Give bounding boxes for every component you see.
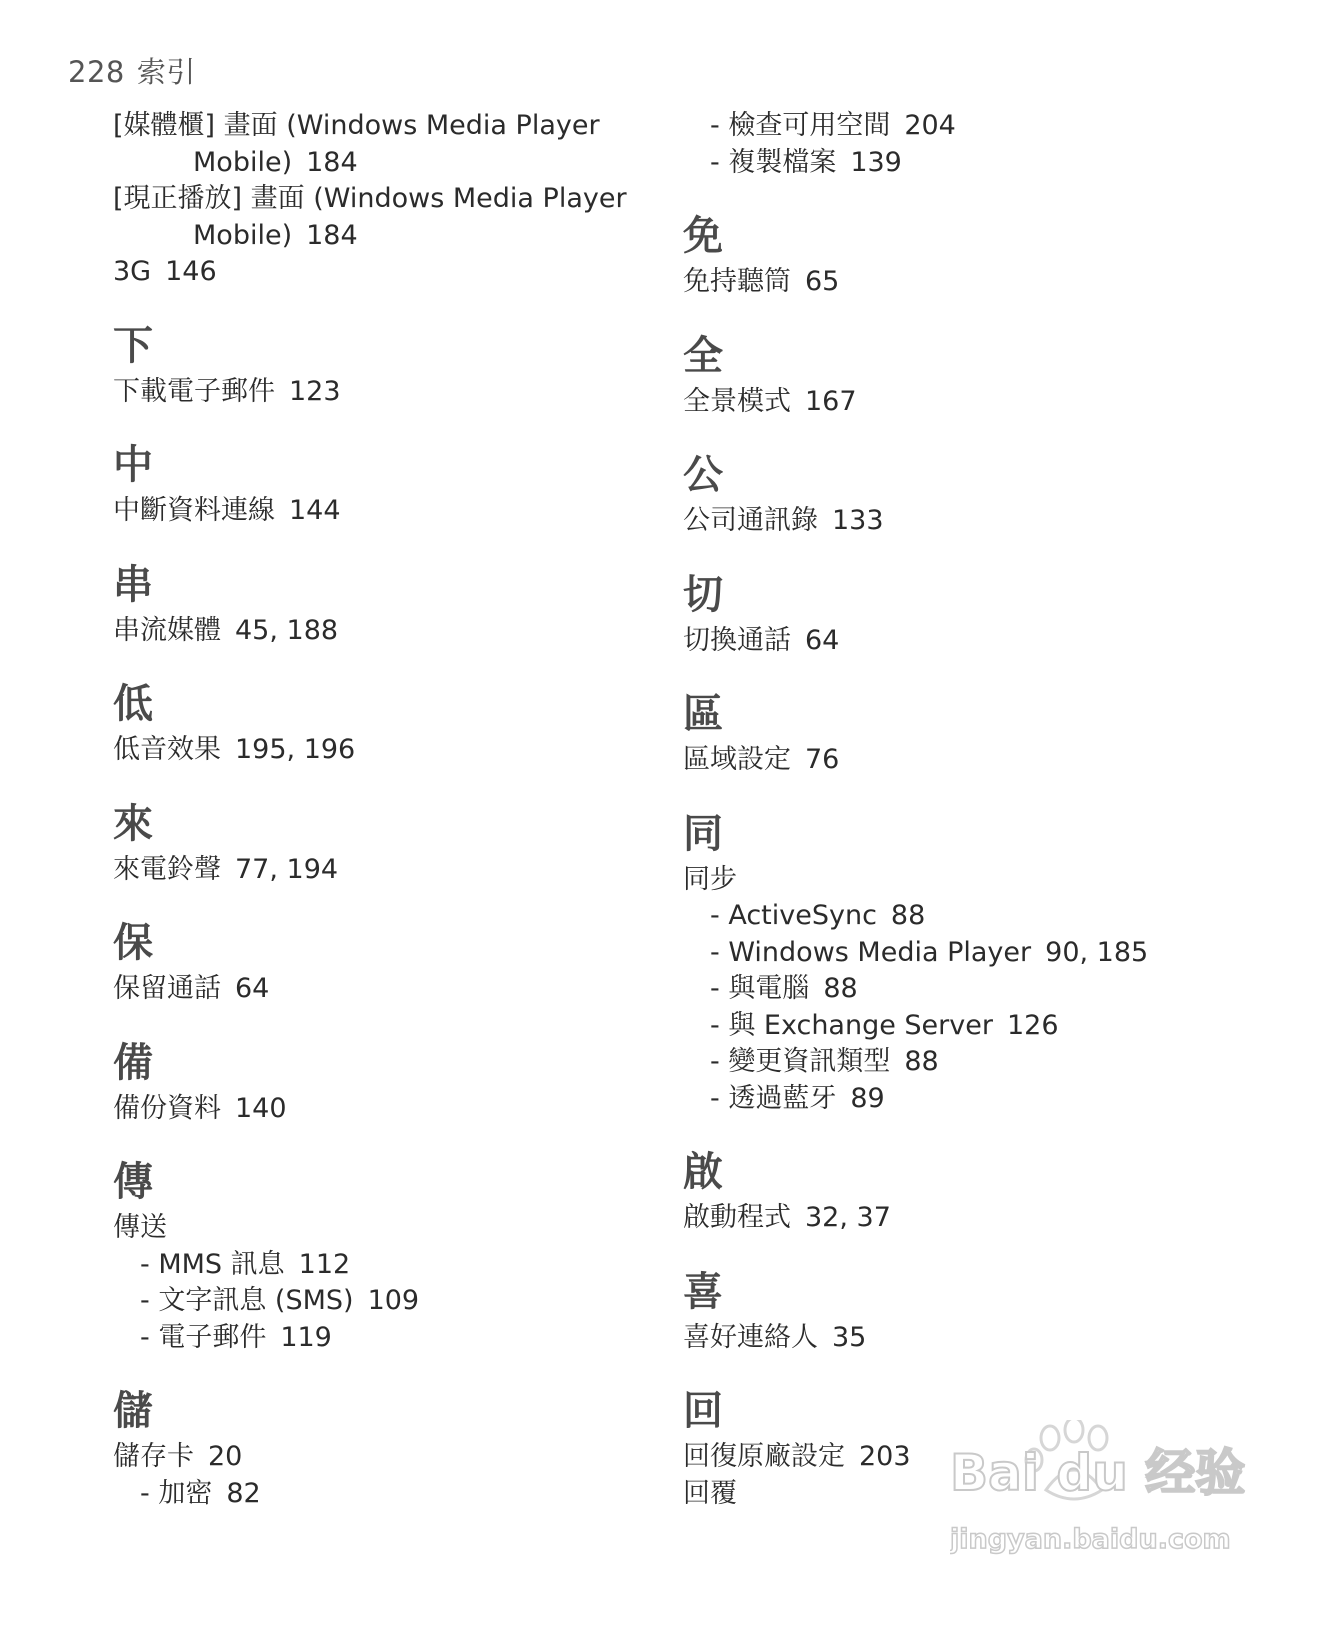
page-reference: 203 xyxy=(859,1441,911,1472)
index-section-heading: 傳 xyxy=(113,1159,153,1205)
index-term: - 文字訊息 (SMS) xyxy=(140,1285,354,1316)
index-term: [現正播放] 畫面 (Windows Media Player xyxy=(113,183,627,214)
watermark-url-text: jingyan.baidu.com xyxy=(950,1524,1231,1555)
page-reference: 77, 194 xyxy=(235,853,339,885)
page-reference: 123 xyxy=(289,375,341,407)
page-reference: 45, 188 xyxy=(235,614,339,646)
index-entry xyxy=(113,145,673,182)
index-section-heading: 公 xyxy=(683,452,723,498)
index-entry xyxy=(113,108,673,145)
index-term: 低音效果 xyxy=(113,734,221,765)
index-section-heading: 來 xyxy=(113,800,153,847)
index-term: Mobile) xyxy=(193,219,293,251)
page-reference: 184 xyxy=(306,219,358,251)
index-section-heading: 區 xyxy=(683,691,723,737)
index-column-left xyxy=(113,108,673,1512)
index-entry xyxy=(113,971,673,1008)
page-reference: 144 xyxy=(289,495,341,526)
index-term: - 加密 xyxy=(140,1477,213,1509)
page-reference: 20 xyxy=(208,1441,243,1472)
watermark-logo-text: Bai du 经验 xyxy=(950,1444,1246,1502)
index-subentry xyxy=(683,145,1303,182)
index-subentry xyxy=(683,108,1303,145)
index-section-heading: 切 xyxy=(683,571,723,618)
page-reference: 88 xyxy=(823,973,858,1004)
index-term: 同步 xyxy=(683,863,737,895)
page-reference: 204 xyxy=(904,110,956,141)
page-reference: 167 xyxy=(805,385,857,417)
index-term: 串流媒體 xyxy=(113,614,221,646)
index-subentry xyxy=(683,935,1303,972)
index-term: - 複製檔案 xyxy=(710,146,837,178)
index-section-heading: 下 xyxy=(113,322,153,369)
index-section-heading: 全 xyxy=(683,332,723,379)
index-entry xyxy=(683,1320,1303,1357)
index-entry xyxy=(113,374,673,411)
index-term: [媒體櫃] 畫面 (Windows Media Player xyxy=(113,110,600,141)
page-reference: 195, 196 xyxy=(235,734,356,765)
index-column-right xyxy=(683,108,1303,1512)
index-term: - 與 Exchange Server xyxy=(710,1009,993,1041)
index-section-heading: 喜 xyxy=(683,1268,723,1315)
index-term: 免持聽筒 xyxy=(683,266,791,297)
index-entry xyxy=(683,623,1303,660)
index-subentry xyxy=(683,1081,1303,1118)
page-reference: 82 xyxy=(226,1477,261,1509)
page-reference: 90, 185 xyxy=(1045,936,1149,968)
index-term: 傳送 xyxy=(113,1212,167,1243)
page-number: 228 xyxy=(68,55,125,89)
page-reference: 35 xyxy=(832,1321,867,1353)
index-term: - ActiveSync xyxy=(710,900,877,931)
page-reference: 140 xyxy=(235,1092,287,1124)
index-entry xyxy=(113,1439,673,1476)
index-term: 中斷資料連線 xyxy=(113,495,275,526)
page-reference: 32, 37 xyxy=(805,1202,891,1233)
index-subentry xyxy=(683,971,1303,1008)
index-term: 3G xyxy=(113,256,152,287)
index-entry xyxy=(683,742,1303,779)
index-term: Mobile) xyxy=(193,146,293,178)
page-reference: 119 xyxy=(280,1321,332,1353)
index-entry xyxy=(683,862,1303,899)
index-term: 回復原廠設定 xyxy=(683,1441,845,1472)
index-term: - 檢查可用空間 xyxy=(710,110,891,141)
index-entry xyxy=(113,254,673,291)
page-reference: 89 xyxy=(850,1082,885,1114)
page-reference: 112 xyxy=(298,1248,351,1280)
index-subentry xyxy=(683,1044,1303,1081)
index-section-heading: 保 xyxy=(113,920,153,966)
index-entry xyxy=(113,613,673,650)
index-term: - 變更資訊類型 xyxy=(710,1046,891,1077)
page-reference: 88 xyxy=(904,1046,939,1077)
index-subentry xyxy=(113,1320,673,1357)
page-reference: 146 xyxy=(165,256,217,287)
page-reference: 88 xyxy=(890,900,926,931)
index-term: - 與電腦 xyxy=(710,973,810,1004)
baidu-jingyan-watermark xyxy=(950,1420,1270,1600)
index-entry xyxy=(113,181,673,218)
index-term: 切換通話 xyxy=(683,624,791,656)
index-term: 儲存卡 xyxy=(113,1441,194,1472)
index-entry xyxy=(113,1210,673,1247)
index-subentry xyxy=(113,1247,673,1284)
index-section-heading: 回 xyxy=(683,1388,723,1434)
page-reference: 126 xyxy=(1006,1009,1059,1041)
index-term: 區域設定 xyxy=(683,744,791,775)
index-entry xyxy=(683,264,1303,301)
index-entry xyxy=(683,384,1303,421)
index-term: - Windows Media Player xyxy=(710,936,1032,968)
index-section-heading: 啟 xyxy=(683,1149,723,1195)
index-term: 回覆 xyxy=(683,1477,737,1509)
index-section-heading: 儲 xyxy=(113,1388,153,1434)
index-term: 下載電子郵件 xyxy=(113,375,275,407)
page-reference: 139 xyxy=(850,146,902,178)
index-section-heading: 中 xyxy=(113,442,153,488)
index-term: 備份資料 xyxy=(113,1092,221,1124)
index-section-heading: 同 xyxy=(683,810,723,857)
index-term: - MMS 訊息 xyxy=(140,1248,285,1280)
index-subentry xyxy=(113,1476,673,1513)
index-entry xyxy=(113,852,673,889)
index-subentry xyxy=(683,898,1303,935)
index-entry xyxy=(113,1091,673,1128)
index-term: 來電鈴聲 xyxy=(113,853,221,885)
page-reference: 109 xyxy=(367,1285,420,1316)
index-term: 公司通訊錄 xyxy=(683,505,818,536)
page-reference: 64 xyxy=(805,624,840,656)
index-entry xyxy=(113,493,673,530)
index-entry xyxy=(113,732,673,769)
page-reference: 184 xyxy=(306,146,358,178)
index-section-heading: 備 xyxy=(113,1039,153,1086)
index-term: 啟動程式 xyxy=(683,1202,791,1233)
page-reference: 76 xyxy=(805,744,840,775)
index-term: - 電子郵件 xyxy=(140,1321,267,1353)
page-reference: 133 xyxy=(832,505,884,536)
page-reference: 64 xyxy=(235,973,270,1004)
index-term: - 透過藍牙 xyxy=(710,1082,837,1114)
index-term: 保留通話 xyxy=(113,973,221,1004)
index-entry xyxy=(113,218,673,255)
index-section-heading: 串 xyxy=(113,561,153,608)
index-section-heading: 免 xyxy=(683,213,723,259)
page-reference: 65 xyxy=(805,266,840,297)
index-entry xyxy=(683,503,1303,540)
index-section-heading: 低 xyxy=(113,681,153,727)
page-header xyxy=(68,50,196,91)
index-term: 全景模式 xyxy=(683,385,791,417)
index-term: 喜好連絡人 xyxy=(683,1321,818,1353)
section-title: 索引 xyxy=(136,55,196,89)
index-subentry xyxy=(683,1008,1303,1045)
index-entry xyxy=(683,1200,1303,1237)
index-subentry xyxy=(113,1283,673,1320)
